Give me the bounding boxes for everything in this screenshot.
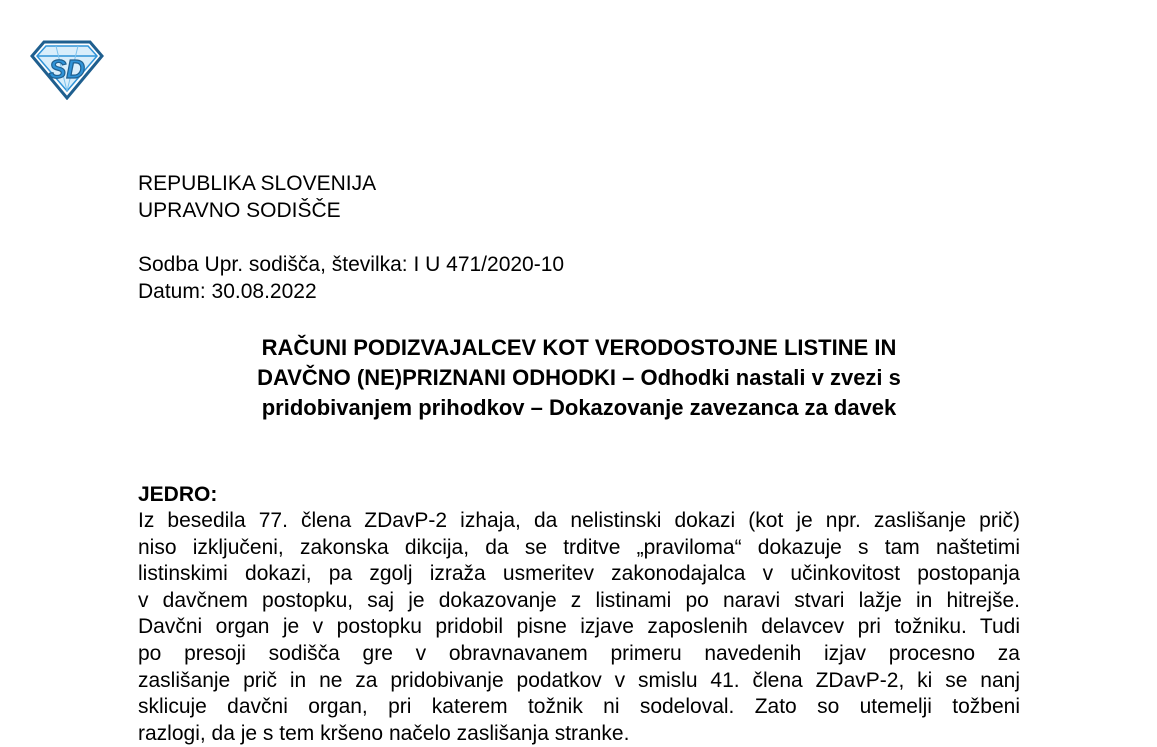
jedro-heading: JEDRO:	[138, 483, 218, 506]
jedro-body	[138, 508, 1020, 747]
document-title	[138, 333, 1020, 423]
sd-diamond-logo-icon	[30, 40, 104, 100]
court-name: UPRAVNO SODIŠČE	[138, 199, 341, 222]
body-line: po presoji sodišča gre v obravnavanem primeru navedenih izjav procesno za	[138, 641, 1020, 665]
sd-logo	[30, 40, 104, 100]
court-header	[138, 170, 376, 224]
case-reference	[138, 251, 564, 305]
body-line: sklicuje davčni organ, pri katerem tožnik ni sodeloval. Zato so utemelji tožbeni	[138, 695, 1020, 719]
body-line: Davčni organ je v postopku pridobil pisne izjave zaposlenih delavcev pri tožniku. Tudi	[138, 615, 1020, 639]
country-name: REPUBLIKA SLOVENIJA	[138, 172, 377, 195]
body-line: niso izključeni, zakonska dikcija, da se trditve „praviloma“ dokazuje s tam naštetimi	[138, 535, 1020, 559]
body-line: Iz besedila 77. člena ZDavP-2 izhaja, da nelistinski dokazi (kot je npr. zaslišanje prič)	[138, 509, 1020, 532]
body-line: listinskimi dokazi, pa zgolj izraža usmeritev zakonodajalca v učinkovitost postopanja	[138, 562, 1020, 586]
case-date: Datum: 30.08.2022	[138, 280, 317, 303]
title-line-3: pridobivanjem prihodkov – Dokazovanje zavezanca za davek	[261, 395, 897, 420]
body-line: razlogi, da je s tem kršeno načelo zaslišanja stranke.	[138, 721, 630, 745]
body-line: zaslišanje prič in ne za pridobivanje podatkov v smislu 41. člena ZDavP-2, ki se nanj	[138, 668, 1020, 692]
title-line-2: DAVČNO (NE)PRIZNANI ODHODKI – Odhodki nastali v zvezi s	[257, 365, 901, 390]
svg-text:SD: SD	[48, 54, 86, 84]
case-number: Sodba Upr. sodišča, številka: I U 471/2020-10	[138, 253, 565, 276]
title-line-1: RAČUNI PODIZVAJALCEV KOT VERODOSTOJNE LISTINE IN	[261, 335, 897, 360]
body-line: v davčnem postopku, saj je dokazovanje z listinami po naravi stvari lažje in hitrejše.	[138, 588, 1020, 612]
